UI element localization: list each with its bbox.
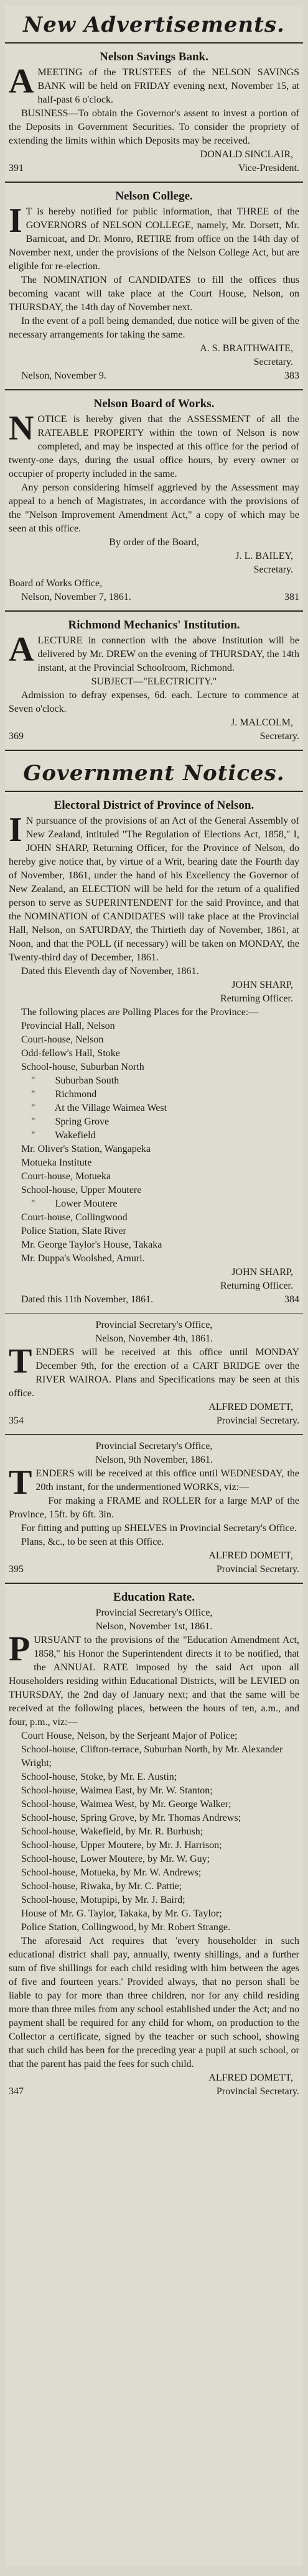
ad-body: URSUANT to the provisions of the "Education Amendment Act, 1858," his Honor the Superintendent directs it to be notified, that the ANNUAL RATE imposed by the said Act upon all Householders residing within Educational Districts, will be LEVIED on THURSDAY, the 2nd day of January next; and that the same will be received at the following places, between the hours of ten, a.m., and four, p.m., viz:—	[9, 1635, 299, 1727]
list-item: Court-house, Collingwood	[21, 1212, 128, 1223]
savings-bank-ad	[5, 46, 303, 179]
list-item: Police Station, Collingwood, by Mr. Robert Strange.	[21, 1922, 230, 1933]
divider	[5, 1434, 303, 1435]
drop-cap: A	[9, 630, 34, 669]
signer-role: Provincial Secretary.	[216, 1564, 299, 1575]
list-item: School-house, Riwaka, by Mr. C. Pattie;	[21, 1881, 182, 1892]
ad-title: Nelson College.	[115, 190, 193, 203]
list-item: Court-house, Nelson	[21, 1034, 104, 1045]
ad-title: Richmond Mechanics' Institution.	[68, 619, 240, 632]
list-item: " Lower Moutere	[21, 1198, 118, 1209]
signer: JOHN SHARP,	[231, 1267, 293, 1277]
ad-office: Board of Works Office,	[9, 578, 103, 589]
list-item: Odd-fellow's Hall, Stoke	[21, 1048, 120, 1059]
list-item: School-house, Wakefield, by Mr. R. Burbush;	[21, 1826, 203, 1837]
ad-ref-number: 383	[284, 370, 299, 381]
list-item: School-house, Waimea East, by Mr. W. Stanton;	[21, 1785, 213, 1796]
list-item: School-house, Lower Moutere, by Mr. W. Guy;	[21, 1854, 210, 1864]
ad-body: LECTURE in connection with the above Institution will be delivered by Mr. DREW on the evening of THURSDAY, the 14th instant, at the Provincial Schoolroom, Richmond.	[37, 635, 299, 673]
ad-body: Plans, &c., to be seen at this Office.	[21, 1537, 164, 1547]
list-item: Mr. Oliver's Station, Wangapeka	[21, 1144, 151, 1154]
signer-role: Returning Officer.	[220, 1281, 293, 1291]
ad-body: In the event of a poll being demanded, due notice will be given of the necessary arrangements for taking the same.	[9, 316, 299, 340]
list-item: Provincial Hall, Nelson	[21, 1021, 115, 1031]
list-item: School-house, Motueka, by Mr. W. Andrews;	[21, 1867, 202, 1878]
signer: JOHN SHARP,	[231, 980, 293, 990]
ad-dated: Dated this Eleventh day of November, 1861.	[21, 966, 199, 977]
divider	[5, 42, 303, 44]
drop-cap: P	[9, 1630, 30, 1668]
ad-ref-number: 347	[9, 2086, 24, 2097]
lecture-subject: SUBJECT—"ELECTRICITY."	[91, 676, 217, 687]
ad-office: Provincial Secretary's Office,	[95, 1441, 213, 1451]
drop-cap: N	[9, 409, 34, 448]
signer-role: Secretary.	[259, 731, 299, 742]
ad-order: By order of the Board,	[109, 537, 199, 548]
signer-role: Vice-President.	[238, 163, 299, 173]
richmond-institution-ad	[5, 614, 303, 747]
polling-places-list	[9, 1019, 299, 1266]
collection-places-list	[9, 1729, 299, 1934]
list-item: " Spring Grove	[21, 1116, 110, 1127]
ad-body: OTICE is hereby given that the ASSESSMENT of all the RATEABLE PROPERTY within the town of Nelson is now completed, and may be inspected at this office for the period of twenty-one days, during the usual office hours, by every owner or occupier of property included in the same.	[9, 414, 299, 479]
signer: ALFRED DOMETT,	[208, 2072, 293, 2083]
drop-cap: I	[9, 811, 22, 849]
list-item: House of Mr. G. Taylor, Takaka, by Mr. G. Taylor;	[21, 1908, 222, 1919]
ad-title: Electoral District of Province of Nelson.	[54, 799, 254, 812]
divider	[5, 1583, 303, 1584]
ad-date: Nelson, November 1st, 1861.	[95, 1621, 213, 1632]
ad-body: N pursuance of the provisions of an Act of the General Assembly of New Zealand, intituled "The Regulation of Elections Act, 1858," I, JOHN SHARP, Returning Officer, for the Province of Nelson, do hereby give notice that, by virtue of a Writ, bearing date the Fourth day of November, 1861, under the hand of his Excellency the Governor of New Zealand, an ELECTION will be held for the return of a qualified person to serve as SUPERINTENDENT for the said Province, and that the NOMINATION of CANDIDATES will take place at the Provincial Hall, Nelson, on SATURDAY, the Thirtieth day of November, 1861, at Noon, and that the POLL (if necessary) will be taken on MONDAY, the Twenty-third day of December, 1861.	[9, 816, 299, 963]
ad-ref-number: 391	[9, 163, 24, 173]
list-item: " Richmond	[21, 1089, 97, 1100]
signer-role: Provincial Secretary.	[216, 2086, 299, 2097]
ad-body: The aforesaid Act requires that 'every householder in such educational district shall pay, annually, twenty shillings, and a further sum of five shillings for each child residing with him between the ages of five and fourteen years.' Provided always, that no person shall be liable to pay for more than three children, nor for any child residing more than three miles from any school established under the Act; and no payment shall be required for any child for whom, on production to the Collector a certificate, signed by the teacher or such school, showing that such child has been for the preceding year a pupil at such school, or that the parent has paid the fees for such child.	[9, 1936, 299, 2069]
divider	[5, 791, 303, 792]
education-rate-notice	[5, 1586, 303, 2102]
ad-office: Provincial Secretary's Office,	[95, 1608, 213, 1618]
divider	[5, 750, 303, 751]
signer: J. L. BAILEY,	[235, 551, 293, 561]
ad-body: Admission to defray expenses, 6d. each. Lecture to commence at Seven o'clock.	[9, 690, 299, 714]
drop-cap: T	[9, 1342, 32, 1381]
divider	[5, 610, 303, 612]
list-item: School-house, Waimea West, by Mr. George Walker;	[21, 1799, 231, 1810]
list-item: Mr. Duppa's Woolshed, Amuri.	[21, 1253, 145, 1264]
ad-body: T is hereby notified for public information, that THREE of the GOVERNORS of NELSON COLLEGE, namely, Mr. Dorsett, Mr. Barnicoat, and Dr. Monro, RETIRE from office on the 14th day of November next, under the provisions of the Nelson College Act, but are eligible for re-election.	[9, 206, 299, 272]
tender-bridge-ad	[5, 1316, 303, 1432]
ad-body: ENDERS will be received at this office until WEDNESDAY, the 20th instant, for the undermentioned WORKS, viz:—	[35, 1468, 299, 1493]
ad-body: For fitting and putting up SHELVES in Provincial Secretary's Office.	[21, 1523, 297, 1534]
list-item: Court-house, Motueka	[21, 1171, 111, 1182]
ad-ref-number: 354	[9, 1415, 24, 1426]
divider	[5, 389, 303, 390]
ad-body: ENDERS will be received at this office until MONDAY December 9th, for the erection of a CART BRIDGE over the RIVER WAIROA. Plans and Specifications may be seen at this office.	[9, 1347, 299, 1399]
ad-title: Nelson Board of Works.	[93, 397, 215, 410]
list-item: School-house, Stoke, by Mr. E. Austin;	[21, 1772, 177, 1782]
ad-title: Nelson Savings Bank.	[100, 50, 208, 63]
list-item: Court House, Nelson, by the Serjeant Major of Police;	[21, 1731, 238, 1741]
list-item: " Wakefield	[21, 1130, 96, 1141]
list-item: School-house, Clifton-terrace, Suburban North, by Mr. Alexander Wright;	[21, 1744, 286, 1769]
ad-body: Any person considering himself aggrieved by the Assessment may appeal to a bench of Magistrates, in accordance with the provisions of the "Nelson Improvement Amendment Act," a copy of which may be seen at this office.	[9, 482, 299, 534]
nelson-college-ad	[5, 185, 303, 387]
list-item: School-house, Upper Moutere, by Mr. J. Harrison;	[21, 1840, 222, 1851]
newspaper-page	[5, 5, 303, 2566]
new-advertisements-heading: New Advertisements.	[23, 12, 285, 37]
signer: J. MALCOLM,	[230, 717, 293, 728]
signer-role: Secretary.	[253, 564, 293, 575]
signer-role: Secretary.	[253, 357, 293, 367]
ad-date: Nelson, November 7, 1861.	[21, 592, 131, 602]
ad-date: Nelson, November 9.	[21, 370, 106, 381]
signer: A. S. BRAITHWAITE,	[200, 343, 293, 354]
ad-body: BUSINESS—To obtain the Governor's assent to invest a portion of the Deposits in Government Securities. To consider the propriety of extending the limits within which Deposits may be received.	[9, 108, 299, 146]
list-item: " Suburban South	[21, 1075, 119, 1086]
list-item: " At the Village Waimea West	[21, 1103, 167, 1113]
ad-ref-number: 369	[9, 731, 24, 742]
ad-title: Education Rate.	[113, 1591, 195, 1604]
list-item: School-house, Upper Moutere	[21, 1185, 142, 1195]
signer: DONALD SINCLAIR,	[200, 149, 293, 160]
list-item: Mr. George Taylor's House, Takaka	[21, 1240, 162, 1250]
ad-body: The NOMINATION of CANDIDATES to fill the offices thus becoming vacant will take place at the Court House, Nelson, on THURSDAY, the 14th day of November next.	[9, 275, 299, 313]
drop-cap: T	[9, 1463, 32, 1502]
ad-ref-number: 395	[9, 1564, 24, 1575]
ad-date: Nelson, 9th November, 1861.	[95, 1455, 213, 1465]
signer: ALFRED DOMETT,	[208, 1550, 293, 1561]
ad-body: MEETING of the TRUSTEES of the NELSON SAVINGS BANK will be held on FRIDAY evening next, November 15, at half-past 6 o'clock.	[37, 67, 299, 105]
signer: ALFRED DOMETT,	[208, 1402, 293, 1412]
electoral-district-notice	[5, 794, 303, 1310]
signer-role: Returning Officer.	[220, 993, 293, 1004]
ad-office: Provincial Secretary's Office,	[95, 1320, 213, 1330]
list-item: Police Station, Slate River	[21, 1226, 126, 1236]
government-notices-heading: Government Notices.	[23, 761, 285, 786]
list-item: School-house, Suburban North	[21, 1062, 144, 1072]
ad-ref-number: 384	[284, 1294, 299, 1305]
places-intro: The following places are Polling Places for the Province:—	[21, 1007, 259, 1018]
ad-body: For making a FRAME and ROLLER for a large MAP of the Province, 15ft. by 6ft. 3in.	[9, 1496, 299, 1520]
signer-role: Provincial Secretary.	[216, 1415, 299, 1426]
list-item: Motueka Institute	[21, 1157, 92, 1168]
list-item: School-house, Motupipi, by Mr. J. Baird;	[21, 1895, 185, 1905]
list-item: School-house, Spring Grove, by Mr. Thomas Andrews;	[21, 1813, 241, 1823]
ad-dated: Dated this 11th November, 1861.	[21, 1294, 154, 1305]
ad-date: Nelson, November 4th, 1861.	[95, 1333, 213, 1344]
drop-cap: A	[9, 62, 34, 101]
ad-ref-number: 381	[284, 592, 299, 602]
tender-works-ad	[5, 1437, 303, 1580]
divider	[5, 182, 303, 183]
board-of-works-ad	[5, 393, 303, 608]
drop-cap: I	[9, 201, 22, 240]
